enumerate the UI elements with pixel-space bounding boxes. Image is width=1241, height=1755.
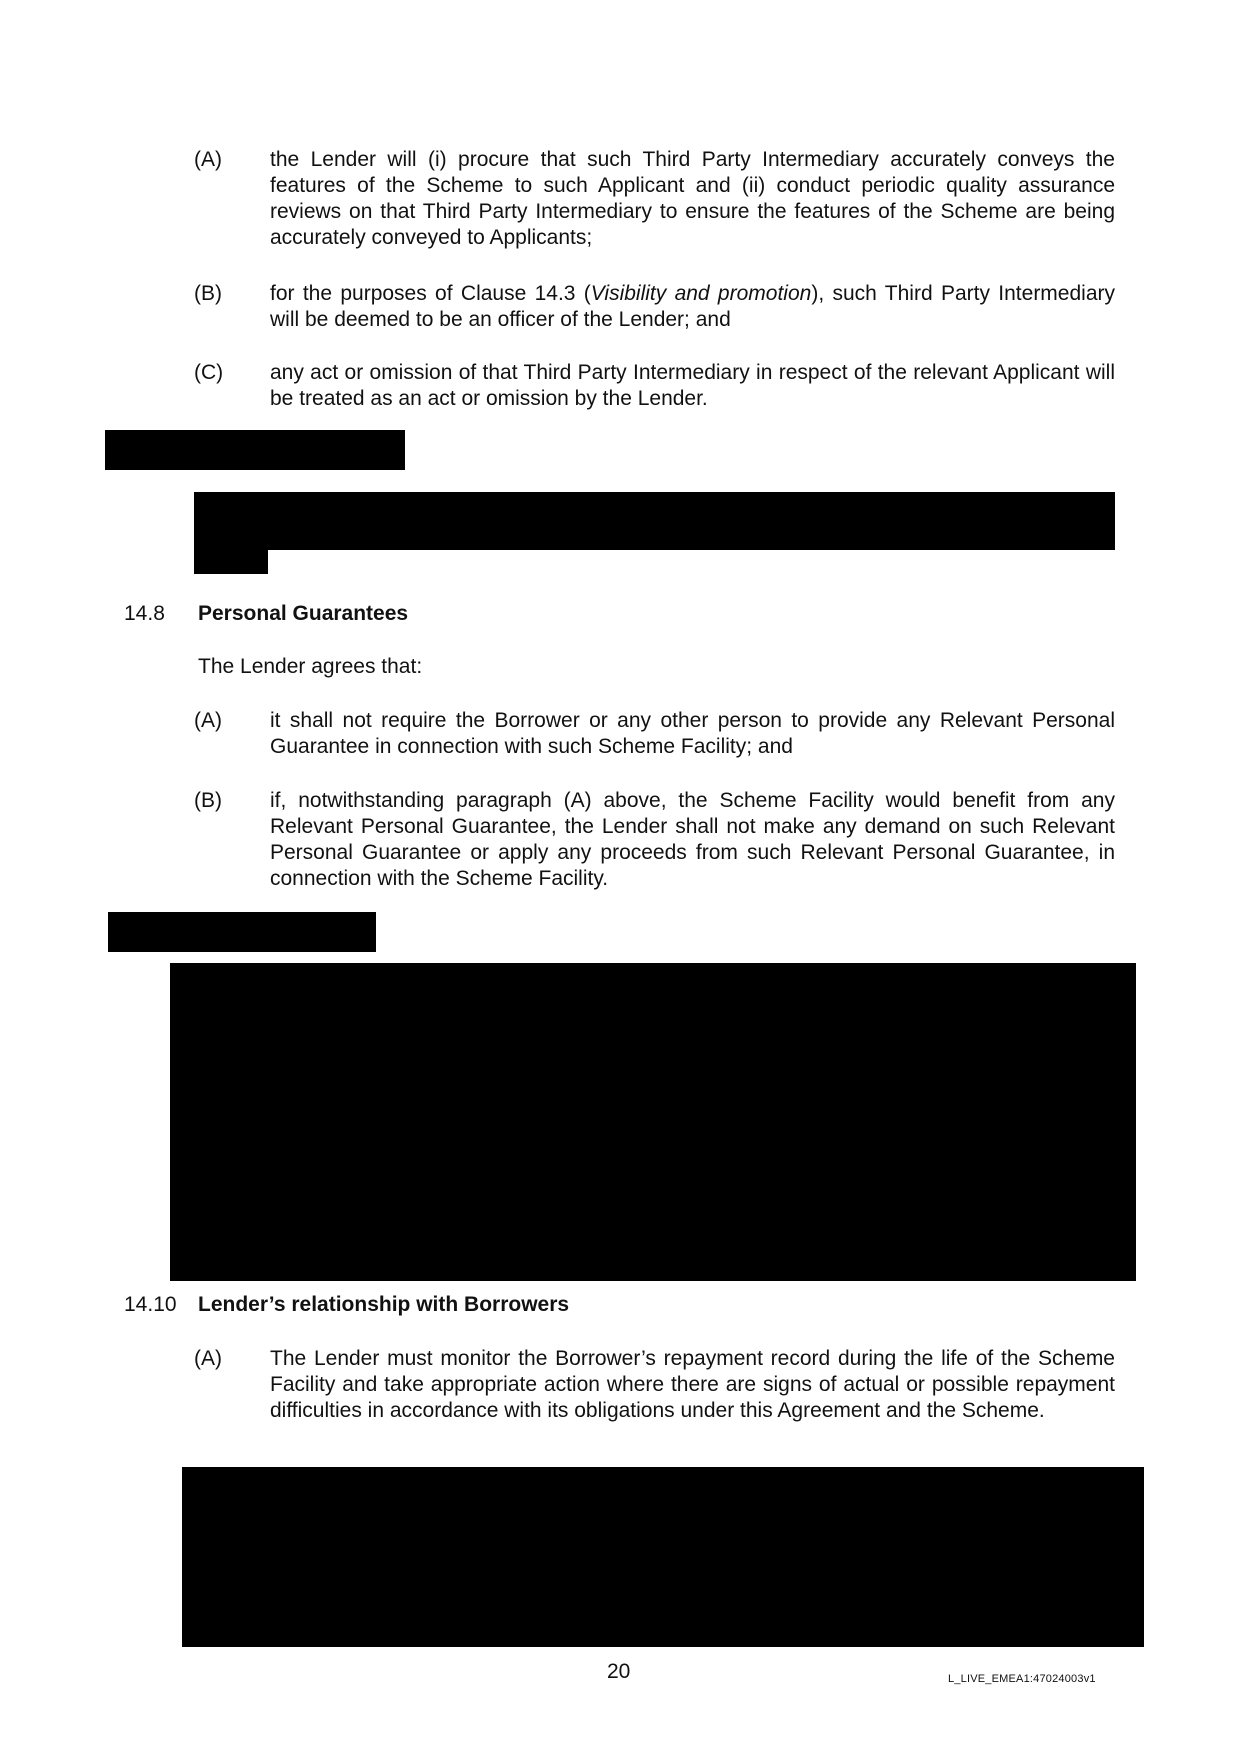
sec-c-label: (C): [194, 361, 224, 384]
clause-14-10-item-a-text: The Lender must monitor the Borrower’s repayment record during the life of the Scheme Facility and take appropriate action where there are signs of actual or possible repayment difficulties in accordance with its obligations under this Agreement and the Scheme.: [270, 1347, 1115, 1422]
clause-14-8-item-b-text: if, notwithstanding paragraph (A) above, the Scheme Facility would benefit from any Relevant Personal Guarantee, the Lender shall not make any demand on such Relevant Personal Guarantee or apply any proceeds from such Relevant Personal Guarantee, in connection with the Scheme Facility.: [270, 789, 1115, 890]
clause-14-8-intro: The Lender agrees that:: [198, 655, 423, 678]
document-reference: L_LIVE_EMEA1:47024003v1: [948, 1673, 1096, 1685]
redaction-heading-14-7: [105, 430, 405, 470]
sec-b-text-pre: for the purposes of Clause 14.3 (: [270, 282, 591, 305]
sec-b-text-italic: Visibility and promotion: [590, 282, 812, 305]
sec-a-label: (A): [194, 148, 222, 171]
clause-14-8-item-a-label: (A): [194, 709, 222, 732]
page-number: 20: [607, 1660, 631, 1683]
clause-14-8-item-a-text: it shall not require the Borrower or any other person to provide any Relevant Personal Guarantee in connection with such Scheme Facility; and: [270, 709, 1115, 758]
redaction-heading-14-9: [108, 912, 376, 952]
sec-b-text-post: ), such Third Party Intermediary will be deemed to be an officer of the Lender; and: [270, 282, 1115, 331]
sec-b-label: (B): [194, 282, 222, 305]
redaction-body-14-10b: [182, 1467, 1144, 1647]
sec-a-text: the Lender will (i) procure that such Third Party Intermediary accurately conveys the features of the Scheme to such Applicant and (ii) conduct periodic quality assurance reviews on that Third Party Intermediary to ensure the features of the Scheme are being accurately conveyed to Applicants;: [270, 148, 1115, 249]
clause-14-8-title: Personal Guarantees: [198, 602, 409, 625]
redaction-body-14-7a: [194, 492, 1115, 550]
sec-b-text: [270, 281, 1115, 333]
clause-14-10-number: 14.10: [124, 1293, 177, 1316]
clause-14-8-item-b-label: (B): [194, 789, 222, 812]
clause-14-10-item-a-label: (A): [194, 1347, 222, 1370]
redaction-body-14-9: [170, 963, 1136, 1281]
redaction-body-14-7b: [194, 548, 268, 574]
clause-14-10-title: Lender’s relationship with Borrowers: [198, 1293, 570, 1316]
sec-c-text: any act or omission of that Third Party Intermediary in respect of the relevant Applicant will be treated as an act or omission by the Lender.: [270, 361, 1115, 410]
clause-14-8-number: 14.8: [124, 602, 165, 625]
